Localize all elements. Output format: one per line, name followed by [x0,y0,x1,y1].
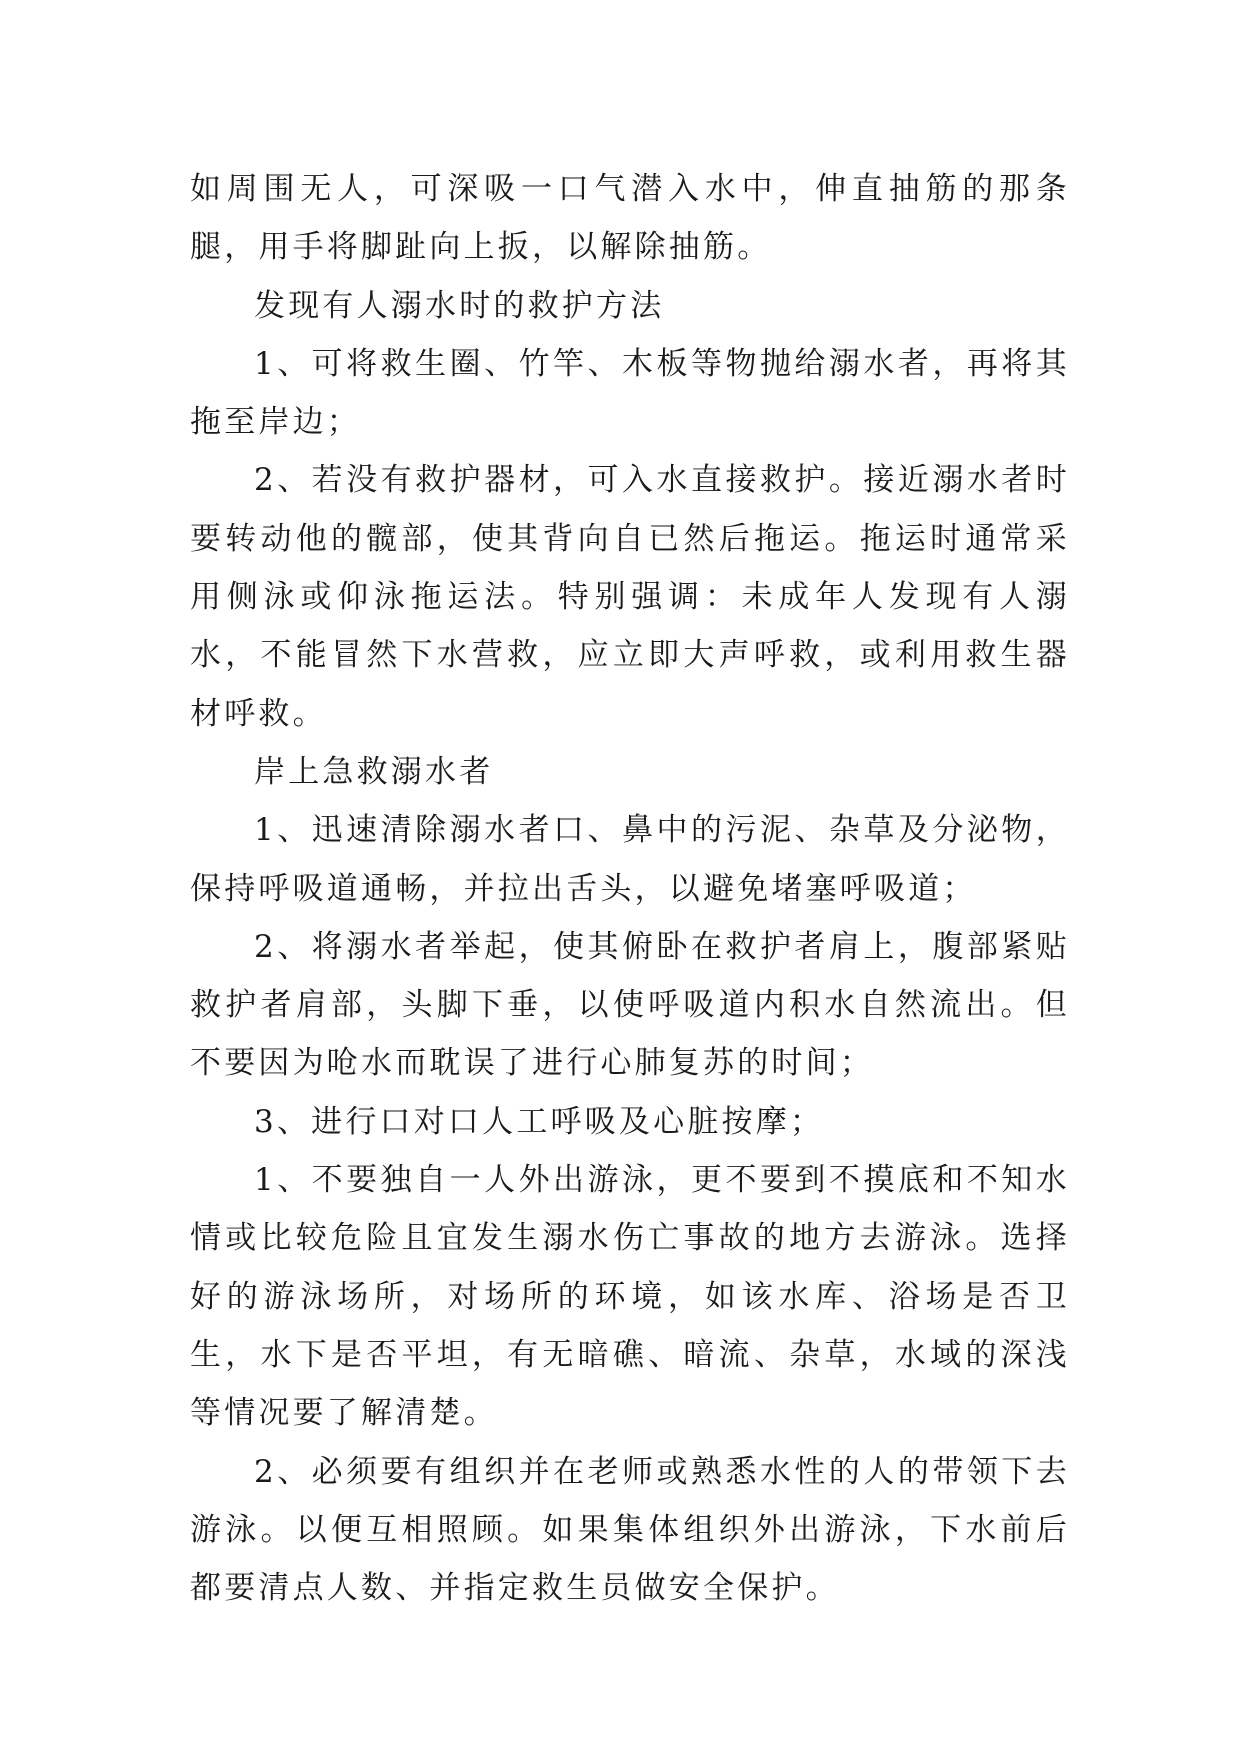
paragraph-rescue-step-2: 2、若没有救护器材，可入水直接救护。接近溺水者时要转动他的髋部，使其背向自已然后拖运。拖运时通常采用侧泳或仰泳拖运法。特别强调：未成年人发现有人溺水，不能冒然下水营救，应立即大声呼救，或利用救生器材呼救。 [190,462,1070,732]
paragraph-safety-tip-2: 2、必须要有组织并在老师或熟悉水性的人的带领下去游泳。以便互相照顾。如果集体组织外出游泳，下水前后都要清点人数、并指定救生员做安全保护。 [190,1453,1070,1607]
body-text [190,160,1070,1617]
paragraph-first-aid-step-2: 2、将溺水者举起，使其俯卧在救护者肩上，腹部紧贴救护者肩部，头脚下垂，以使呼吸道内积水自然流出。但不要因为呛水而耽误了进行心肺复苏的时间； [190,928,1070,1082]
heading-rescue-methods: 发现有人溺水时的救护方法 [254,287,665,324]
heading-shore-first-aid: 岸上急救溺水者 [254,753,494,790]
paragraph-rescue-step-1: 1、可将救生圈、竹竿、木板等物抛给溺水者，再将其拖至岸边； [190,345,1070,441]
paragraph-safety-tip-1: 1、不要独自一人外出游泳，更不要到不摸底和不知水情或比较危险且宜发生溺水伤亡事故的地方去游泳。选择好的游泳场所，对场所的环境，如该水库、浴场是否卫生，水下是否平坦，有无暗礁、暗流、杂草，水域的深浅等情况要了解清楚。 [190,1162,1070,1432]
paragraph-first-aid-step-3: 3、进行口对口人工呼吸及心脏按摩； [254,1103,825,1140]
paragraph-first-aid-step-1: 1、迅速清除溺水者口、鼻中的污泥、杂草及分泌物，保持呼吸道通畅，并拉出舌头，以避免堵塞呼吸道； [190,812,1070,907]
paragraph-cramp-self-rescue: 如周围无人，可深吸一口气潜入水中，伸直抽筋的那条腿，用手将脚趾向上扳，以解除抽筋。 [190,171,1070,266]
